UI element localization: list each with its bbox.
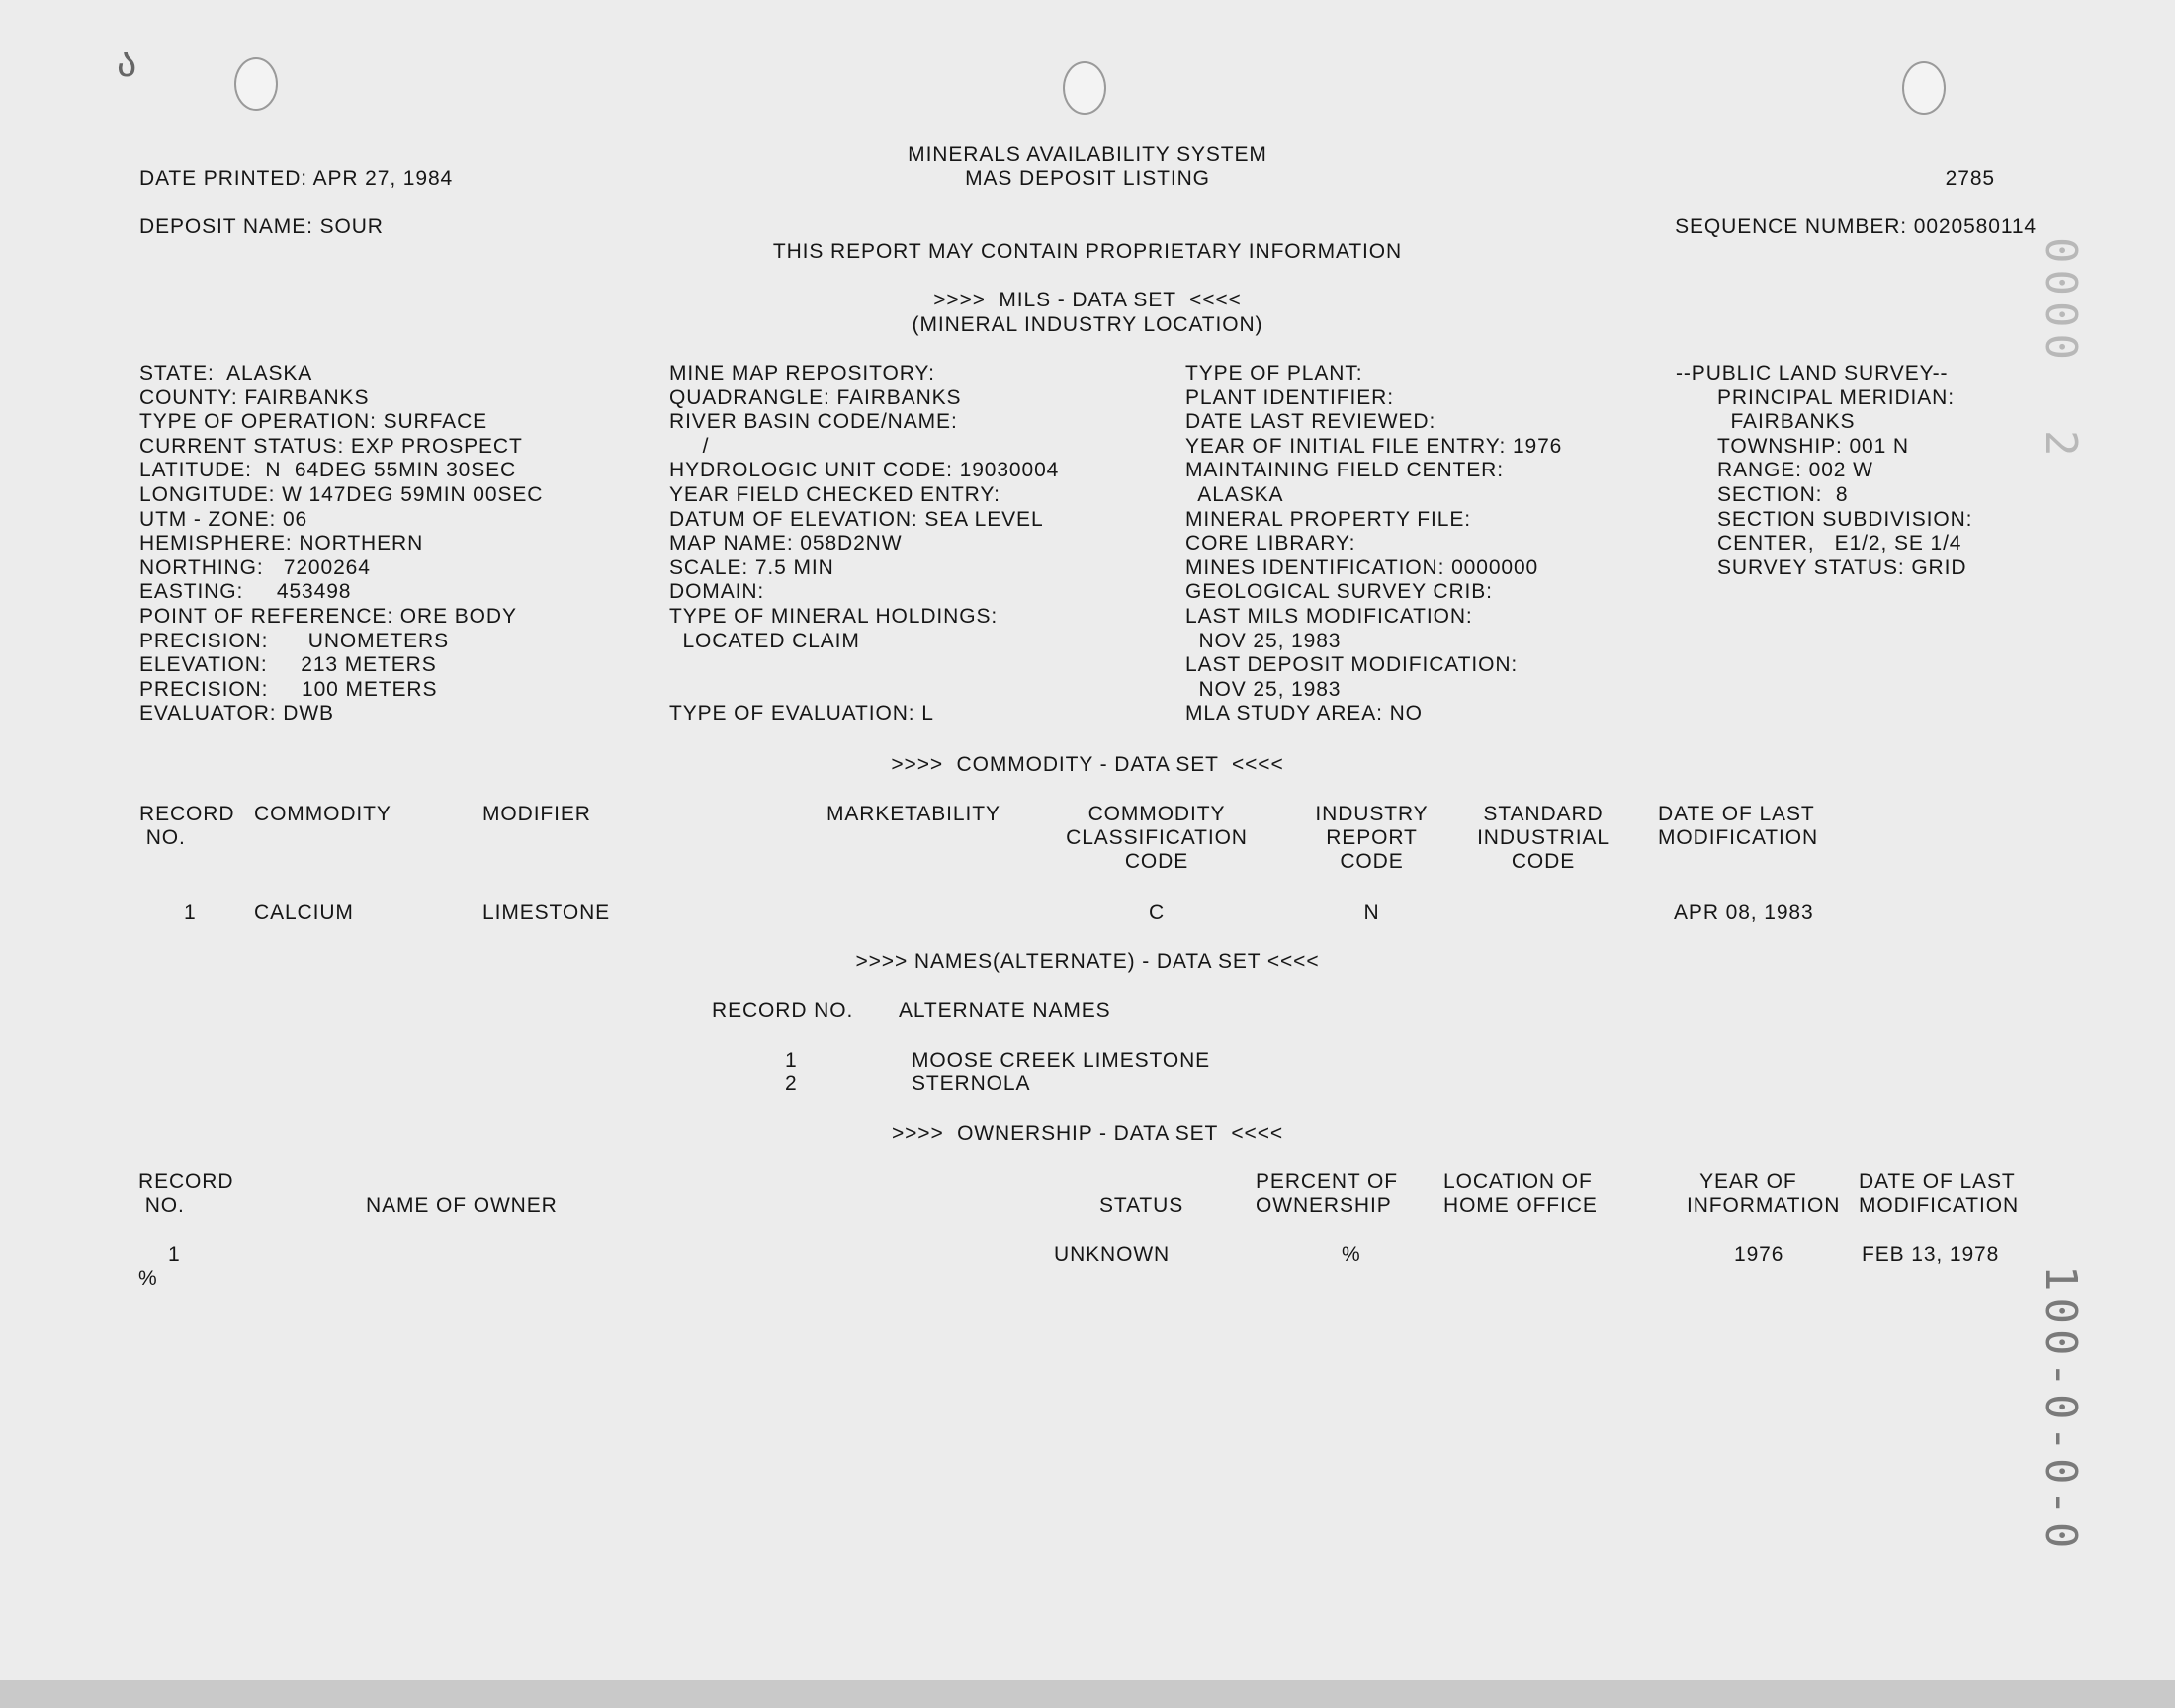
commodity-header-sic: STANDARD INDUSTRIAL CODE [1477, 803, 1610, 873]
names-header-record: RECORD NO. [712, 999, 854, 1022]
ownership-header-record: RECORD NO. [138, 1170, 234, 1217]
mils-field-line: LONGITUDE: W 147DEG 59MIN 00SEC [139, 483, 544, 506]
mils-field-line: HEMISPHERE: NORTHERN [139, 532, 424, 555]
mils-field-line: RANGE: 002 W [1717, 459, 1873, 481]
names-row-record: 2 [785, 1072, 798, 1095]
commodity-header-marketability: MARKETABILITY [826, 803, 1000, 825]
ownership-header-year: YEAR OF INFORMATION [1687, 1170, 1841, 1217]
mils-field-line: DATE LAST REVIEWED: [1185, 410, 1436, 433]
margin-stamp-top: 0000 2 [2036, 237, 2086, 463]
mils-field-line: DATUM OF ELEVATION: SEA LEVEL [669, 508, 1044, 531]
mils-field-line: POINT OF REFERENCE: ORE BODY [139, 605, 517, 628]
mils-field-line: TYPE OF MINERAL HOLDINGS: [669, 605, 999, 628]
mils-field-line: MAINTAINING FIELD CENTER: [1185, 459, 1504, 481]
mils-field-line: YEAR OF INITIAL FILE ENTRY: 1976 [1185, 435, 1563, 458]
mils-field-line: LATITUDE: N 64DEG 55MIN 30SEC [139, 459, 517, 481]
mils-field-line: MAP NAME: 058D2NW [669, 532, 903, 555]
mils-field-line: TYPE OF OPERATION: SURFACE [139, 410, 488, 433]
mils-field-line: MINERAL PROPERTY FILE: [1185, 508, 1471, 531]
punch-hole-center [1063, 61, 1106, 115]
mils-field-line: STATE: ALASKA [139, 362, 313, 384]
commodity-header-modifier: MODIFIER [482, 803, 591, 825]
mils-field-line: EVALUATOR: DWB [139, 702, 334, 725]
commodity-row-commodity: CALCIUM [254, 901, 354, 924]
commodity-section-title: >>>> COMMODITY - DATA SET <<<< [891, 753, 1284, 776]
mils-field-line: FAIRBANKS [1717, 410, 1856, 433]
commodity-row-industry: N [1363, 901, 1380, 924]
mils-field-line: UTM - ZONE: 06 [139, 508, 308, 531]
mils-field-line: HYDROLOGIC UNIT CODE: 19030004 [669, 459, 1060, 481]
mils-field-line: SECTION: 8 [1717, 483, 1849, 506]
ownership-header-location: LOCATION OF HOME OFFICE [1443, 1170, 1598, 1217]
names-row-record: 1 [785, 1049, 798, 1071]
commodity-row-modifier: LIMESTONE [482, 901, 611, 924]
commodity-header-industry: INDUSTRY REPORT CODE [1315, 803, 1429, 873]
ownership-row-date-mod: FEB 13, 1978 [1862, 1243, 2000, 1266]
punch-hole-right [1902, 61, 1946, 115]
ownership-header-percent: PERCENT OF OWNERSHIP [1256, 1170, 1398, 1217]
mils-field-line: TOWNSHIP: 001 N [1717, 435, 1909, 458]
commodity-header-date-mod: DATE OF LAST MODIFICATION [1658, 803, 1819, 849]
ownership-row-record: 1 [168, 1243, 181, 1266]
mils-field-line: EASTING: 453498 [139, 580, 352, 603]
ownership-trailing-mark: % [138, 1267, 158, 1290]
mils-field-line: SECTION SUBDIVISION: [1717, 508, 1973, 531]
mils-field-line: YEAR FIELD CHECKED ENTRY: [669, 483, 1000, 506]
mils-field-line: TYPE OF EVALUATION: L [669, 702, 934, 725]
mils-field-line: MLA STUDY AREA: NO [1185, 702, 1423, 725]
ownership-row-status: UNKNOWN [1054, 1243, 1171, 1266]
mils-field-line: TYPE OF PLANT: [1185, 362, 1363, 384]
mils-field-line: LAST MILS MODIFICATION: [1185, 605, 1473, 628]
mils-section-subtitle: (MINERAL INDUSTRY LOCATION) [912, 313, 1263, 336]
corner-pen-mark: ა [117, 42, 138, 85]
mils-field-line: COUNTY: FAIRBANKS [139, 386, 370, 409]
public-land-survey-title: --PUBLIC LAND SURVEY-- [1676, 362, 1949, 384]
mils-field-line: ELEVATION: 213 METERS [139, 653, 437, 676]
names-row-name: STERNOLA [912, 1072, 1031, 1095]
date-printed: DATE PRINTED: APR 27, 1984 [139, 167, 454, 190]
ownership-section-title: >>>> OWNERSHIP - DATA SET <<<< [891, 1122, 1284, 1145]
system-title: MINERALS AVAILABILITY SYSTEM [908, 143, 1267, 166]
names-row-name: MOOSE CREEK LIMESTONE [912, 1049, 1211, 1071]
mils-field-line: PRECISION: UNOMETERS [139, 630, 450, 652]
mils-field-line: DOMAIN: [669, 580, 765, 603]
mils-field-line: LAST DEPOSIT MODIFICATION: [1185, 653, 1519, 676]
mils-field-line: CURRENT STATUS: EXP PROSPECT [139, 435, 523, 458]
commodity-row-date-mod: APR 08, 1983 [1674, 901, 1814, 924]
mils-field-line: LOCATED CLAIM [669, 630, 860, 652]
mils-field-line: PLANT IDENTIFIER: [1185, 386, 1394, 409]
mils-field-line: / [669, 435, 710, 458]
mils-field-line: PRINCIPAL MERIDIAN: [1717, 386, 1955, 409]
ownership-row-percent: % [1342, 1243, 1361, 1266]
ownership-header-owner: NAME OF OWNER [366, 1194, 558, 1217]
listing-title: MAS DEPOSIT LISTING [965, 167, 1210, 190]
mils-field-line: SCALE: 7.5 MIN [669, 556, 834, 579]
commodity-header-commodity: COMMODITY [254, 803, 392, 825]
mils-field-line: SURVEY STATUS: GRID [1717, 556, 1967, 579]
punch-hole-left [234, 57, 278, 111]
names-section-title: >>>> NAMES(ALTERNATE) - DATA SET <<<< [855, 950, 1320, 973]
names-header-alternate: ALTERNATE NAMES [899, 999, 1111, 1022]
mils-field-line: CORE LIBRARY: [1185, 532, 1356, 555]
mils-field-line: RIVER BASIN CODE/NAME: [669, 410, 958, 433]
mils-field-line: CENTER, E1/2, SE 1/4 [1717, 532, 1962, 555]
proprietary-notice: THIS REPORT MAY CONTAIN PROPRIETARY INFORMATION [772, 240, 1403, 263]
page-number: 2785 [1945, 167, 1995, 190]
ownership-row-year: 1976 [1734, 1243, 1784, 1266]
commodity-header-classification: COMMODITY CLASSIFICATION CODE [1066, 803, 1248, 873]
ownership-header-date-mod: DATE OF LAST MODIFICATION [1859, 1170, 2020, 1217]
commodity-row-classification: C [1148, 901, 1166, 924]
ownership-header-status: STATUS [1099, 1194, 1184, 1217]
commodity-row-record: 1 [184, 901, 197, 924]
margin-stamp-bottom: 100-0-0-0 [2036, 1265, 2086, 1555]
mils-section-title: >>>> MILS - DATA SET <<<< [933, 289, 1242, 311]
mils-field-line: MINES IDENTIFICATION: 0000000 [1185, 556, 1539, 579]
mils-field-line: NOV 25, 1983 [1185, 630, 1342, 652]
commodity-header-record: RECORD NO. [139, 803, 235, 849]
deposit-name: DEPOSIT NAME: SOUR [139, 215, 384, 238]
mils-field-line: GEOLOGICAL SURVEY CRIB: [1185, 580, 1493, 603]
mils-field-line: PRECISION: 100 METERS [139, 678, 438, 701]
mils-field-line: NOV 25, 1983 [1185, 678, 1342, 701]
sequence-number: SEQUENCE NUMBER: 0020580114 [1675, 215, 2037, 238]
mils-field-line: ALASKA [1185, 483, 1284, 506]
mils-field-line: NORTHING: 7200264 [139, 556, 371, 579]
mils-field-line: QUADRANGLE: FAIRBANKS [669, 386, 962, 409]
mils-field-line: MINE MAP REPOSITORY: [669, 362, 935, 384]
